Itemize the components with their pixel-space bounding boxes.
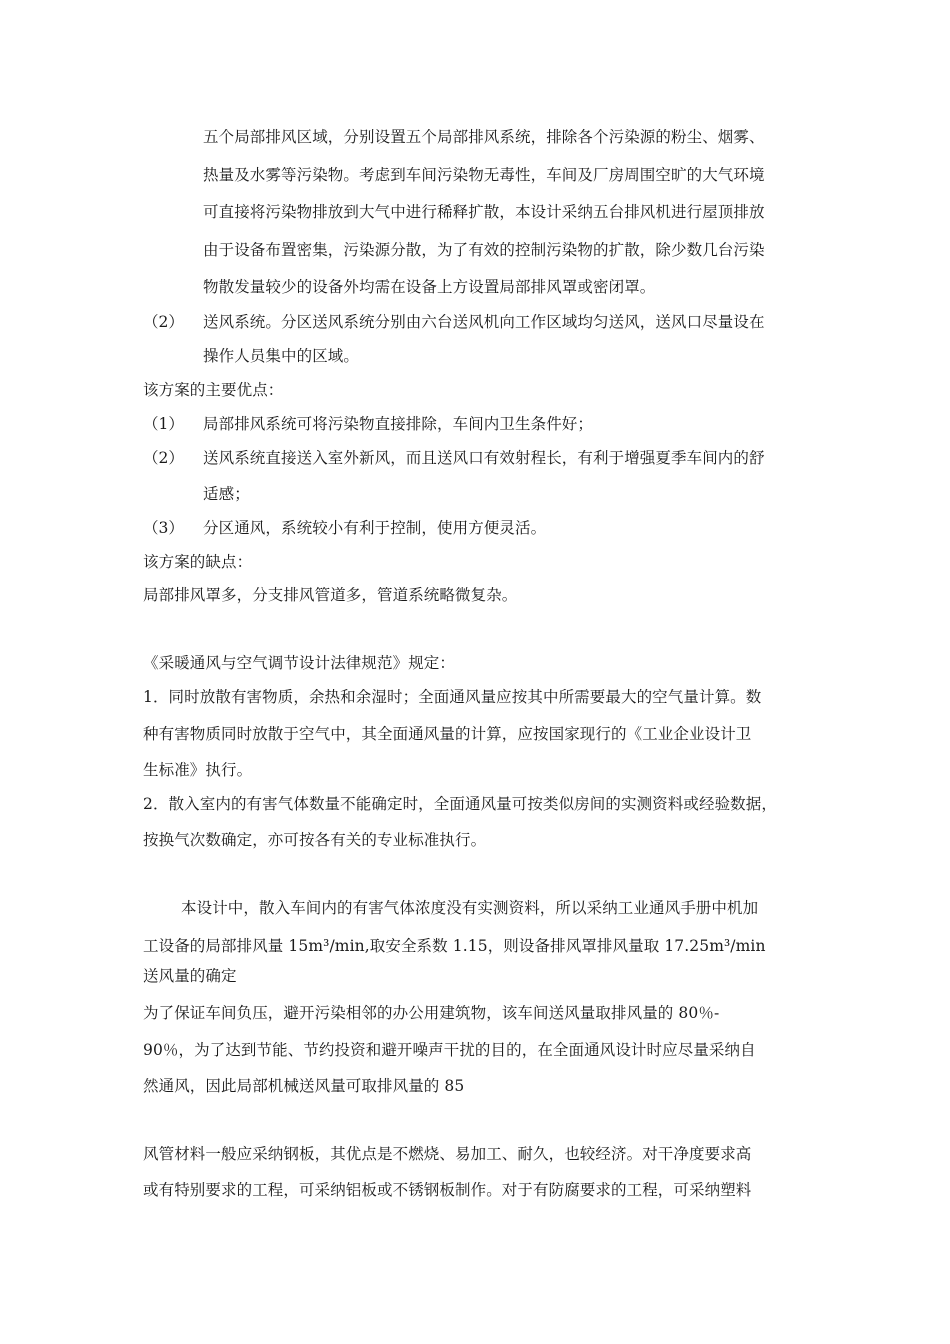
exhaust-line-1: 五个局部排风区域，分别设置五个局部排风系统，排除各个污染源的粉尘、烟雾、 <box>203 128 765 146</box>
advantage-3-marker: （3） <box>143 519 184 537</box>
disadvantages-heading: 该方案的缺点： <box>143 553 253 571</box>
advantages-heading: 该方案的主要优点： <box>143 381 284 399</box>
duct-line-2: 或有特别要求的工程，可采纳铝板或不锈钢板制作。对于有防腐要求的工程，可采纳塑料 <box>143 1181 752 1199</box>
advantage-2-marker: （2） <box>143 449 184 467</box>
supply-marker: （2） <box>143 313 184 331</box>
regulation-line-3: 生标准》执行。 <box>143 761 253 779</box>
supply-volume-line-1: 为了保证车间负压，避开污染相邻的办公用建筑物，该车间送风量取排风量的 80％- <box>143 1004 720 1022</box>
supply-line-2: 操作人员集中的区域。 <box>203 347 360 365</box>
design-line-2: 工设备的局部排风量 15m³/min,取安全系数 1.15，则设备排风罩排风量取 17.25m³/min <box>143 937 766 955</box>
exhaust-line-2: 热量及水雾等污染物。考虑到车间污染物无毒性，车间及厂房周围空旷的大气环境 <box>203 166 765 184</box>
advantage-2-text-2: 适感； <box>203 485 250 503</box>
advantage-3-text: 分区通风，系统较小有利于控制，使用方便灵活。 <box>203 519 547 537</box>
design-line-1: 本设计中，散入车间内的有害气体浓度没有实测资料，所以采纳工业通风手册中机加 <box>181 899 759 917</box>
regulation-line-4: 2．散入室内的有害气体数量不能确定时，全面通风量可按类似房间的实测资料或经验数据， <box>143 795 777 813</box>
regulation-line-5: 按换气次数确定，亦可按各有关的专业标准执行。 <box>143 831 487 849</box>
regulation-line-2: 种有害物质同时放散于空气中，其全面通风量的计算，应按国家现行的《工业企业设计卫 <box>143 725 752 743</box>
supply-volume-heading: 送风量的确定 <box>143 967 237 985</box>
advantage-1-text: 局部排风系统可将污染物直接排除，车间内卫生条件好； <box>203 415 594 433</box>
exhaust-line-5: 物散发量较少的设备外均需在设备上方设置局部排风罩或密闭罩。 <box>203 278 656 296</box>
supply-volume-line-3: 然通风，因此局部机械送风量可取排风量的 85 <box>143 1077 465 1095</box>
exhaust-line-3: 可直接将污染物排放到大气中进行稀释扩散，本设计采纳五台排风机进行屋顶排放 <box>203 203 765 221</box>
regulation-heading: 《采暖通风与空气调节设计法律规范》规定： <box>143 654 456 672</box>
disadvantages-text: 局部排风罩多，分支排风管道多，管道系统略微复杂。 <box>143 586 518 604</box>
duct-line-1: 风管材料一般应采纳钢板，其优点是不燃烧、易加工、耐久，也较经济。对干净度要求高 <box>143 1145 752 1163</box>
advantage-2-text-1: 送风系统直接送入室外新风，而且送风口有效射程长，有利于增强夏季车间内的舒 <box>203 449 765 467</box>
supply-volume-line-2: 90％，为了达到节能、节约投资和避开噪声干扰的目的，在全面通风设计时应尽量采纳自 <box>143 1041 756 1059</box>
regulation-line-1: 1．同时放散有害物质，余热和余湿时；全面通风量应按其中所需要最大的空气量计算。数 <box>143 688 762 706</box>
exhaust-line-4: 由于设备布置密集，污染源分散，为了有效的控制污染物的扩散，除少数几台污染 <box>203 241 765 259</box>
supply-line-1: 送风系统。分区送风系统分别由六台送风机向工作区域均匀送风，送风口尽量设在 <box>203 313 765 331</box>
advantage-1-marker: （1） <box>143 415 184 433</box>
